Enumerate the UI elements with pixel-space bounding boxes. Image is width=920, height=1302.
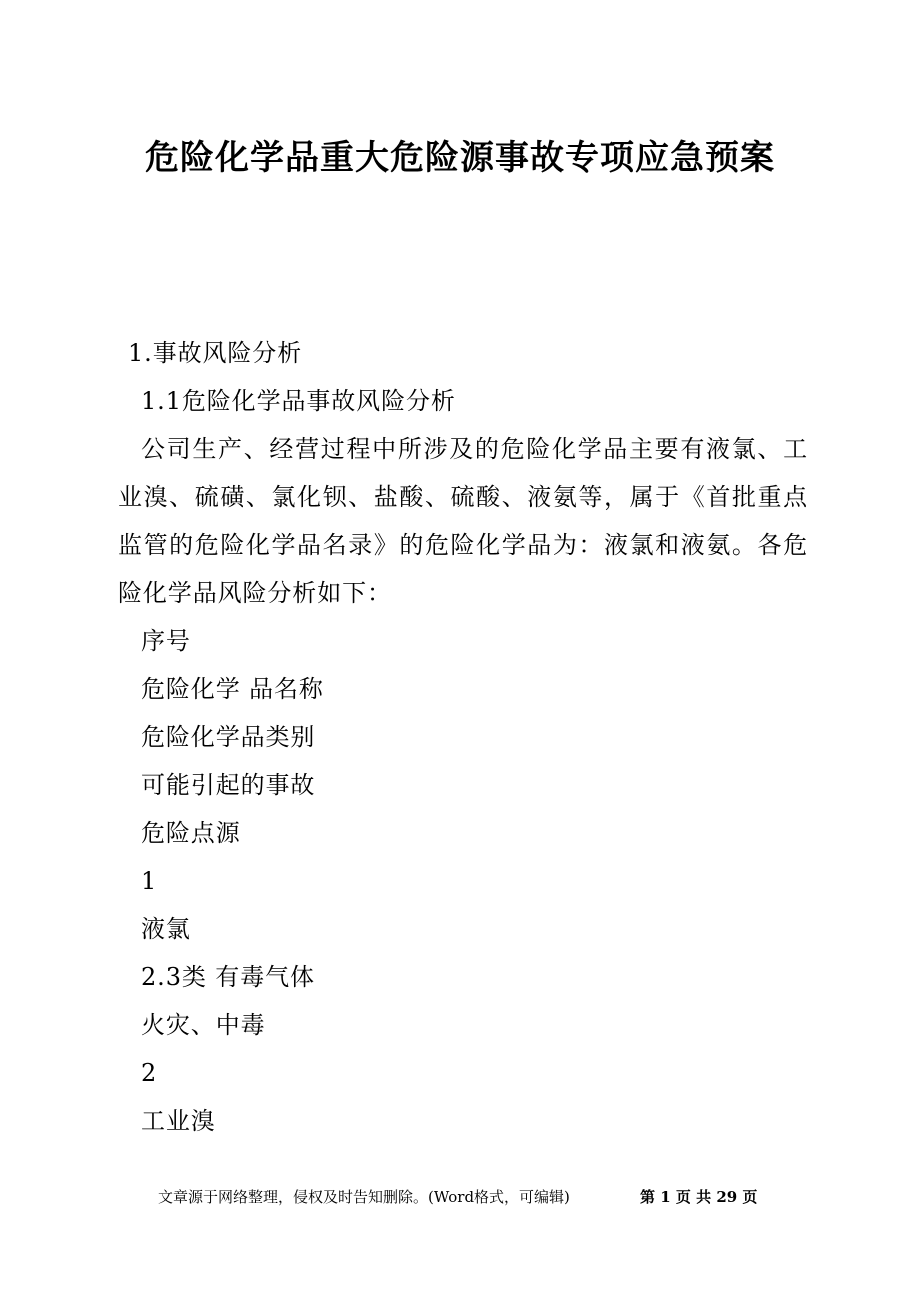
table-cell: 火灾、中毒 [141,1011,266,1039]
table-cell: 危险点源 [141,819,241,847]
table-cell: 危险化学品类别 [141,723,316,751]
page-number: 第 1 页 共 29 页 [640,1188,758,1206]
table-cell: 1 [141,867,158,895]
section-heading-1-1: 1.1危险化学品事故风险分析 [141,387,456,415]
table-cell: 危险化学 品名称 [141,675,324,703]
table-cell: 可能引起的事故 [141,771,316,799]
table-cell: 2.3类 有毒气体 [141,963,315,991]
document-title: 危险化学品重大危险源事故专项应急预案 [145,138,775,178]
footer-note: 文章源于网络整理，侵权及时告知删除。(Word格式，可编辑) [158,1188,570,1206]
table-cell: 序号 [141,627,191,655]
intro-paragraph: 公司生产、经营过程中所涉及的危险化学品主要有液氯、工业溴、硫磺、氯化钡、盐酸、硫酸、液氨等，属于《首批重点监管的危险化学品名录》的危险化学品为：液氯和液氨。各危险化学品风险分析如下： [118,435,808,607]
table-cell: 2 [141,1059,158,1087]
document-body [118,329,808,1145]
section-heading-1: 1.事故风险分析 [128,339,303,367]
table-cell: 液氯 [141,915,191,943]
table-cell: 工业溴 [141,1107,216,1135]
